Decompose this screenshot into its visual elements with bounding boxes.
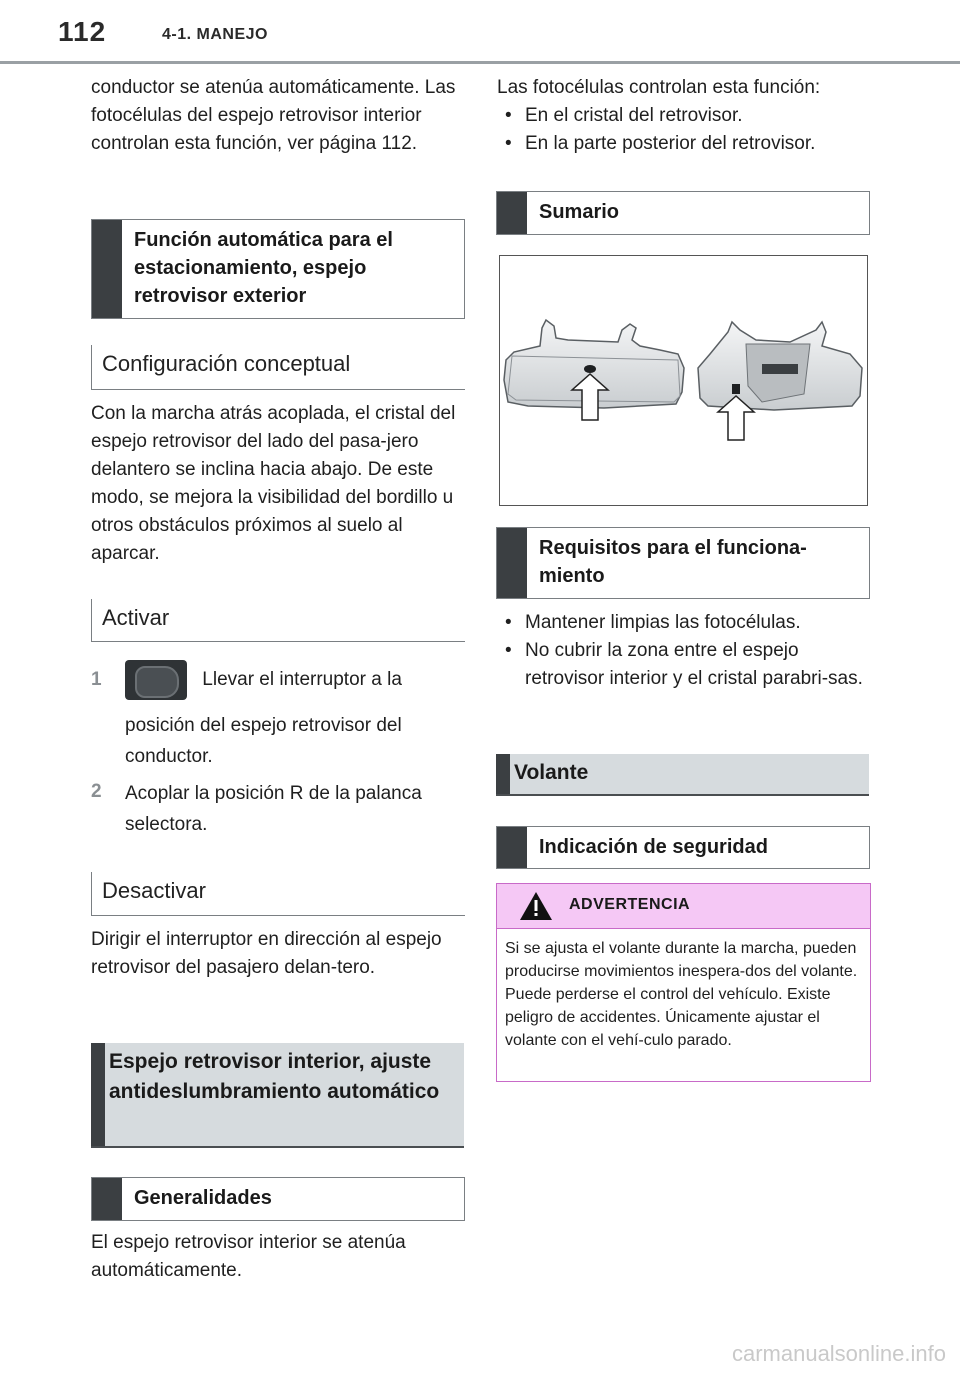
heading-safety-note <box>496 826 870 869</box>
step-text-b: posición del espejo retrovisor del conductor. <box>125 715 402 767</box>
subheading-label: Desactivar <box>102 878 206 903</box>
step-text-a: Llevar el interruptor a la <box>202 669 402 691</box>
heading-bar <box>91 1043 105 1146</box>
step-number: 2 <box>91 781 102 802</box>
concept-paragraph: Con la marcha atrás acoplada, el cristal del espejo retrovisor del lado del pasa-jero delantero se inclina hacia abajo. De este modo, se mejora la visibilidad del bordillo u otros obstáculos próximos al suelo al aparcar. <box>91 403 456 564</box>
heading-interior-mirror <box>91 1043 464 1148</box>
heading-bar <box>92 1178 122 1220</box>
heading-steering-wheel <box>496 754 869 796</box>
heading-label: Función automática para el estacionamiento, espejo retrovisor exterior <box>134 229 393 307</box>
heading-bar <box>497 528 527 598</box>
left-intro-paragraph: conductor se atenúa automáticamente. Las fotocélulas del espejo retrovisor interior controlan esta función, ver página 112. <box>91 77 456 154</box>
right-intro-paragraph: Las fotocélulas controlan esta función: <box>497 77 821 98</box>
subheading-label: Configuración conceptual <box>102 351 351 376</box>
step-2 <box>91 778 464 840</box>
warning-triangle-icon <box>519 890 553 922</box>
subheading-concept <box>91 345 465 390</box>
heading-label: Volante <box>514 761 589 784</box>
list-item: • En la parte posterior del retrovisor. <box>497 130 870 158</box>
subheading-activate <box>91 599 465 642</box>
step-number: 1 <box>91 669 102 690</box>
requirements-list <box>497 609 870 693</box>
warning-header <box>497 884 870 929</box>
page-number: 112 <box>58 16 107 47</box>
watermark: carmanualsonline.info <box>731 1341 946 1366</box>
heading-bar <box>496 754 510 794</box>
heading-bar <box>92 220 122 318</box>
warning-text: Si se ajusta el volante durante la marcha, pueden producirse movimientos inespera-dos del volante. Puede perderse el control del vehículo. Existe peligro de accidentes. Únicamente ajustar el volante con el vehí-culo parado. <box>505 940 858 1049</box>
heading-requirements <box>496 527 870 599</box>
header-rule <box>0 61 960 64</box>
subheading-deactivate <box>91 872 465 916</box>
heading-summary <box>496 191 870 235</box>
heading-bar <box>497 827 527 868</box>
heading-general <box>91 1177 465 1221</box>
heading-bar <box>497 192 527 234</box>
list-item: • En el cristal del retrovisor. <box>497 102 870 130</box>
warning-box <box>496 883 871 1082</box>
mirror-illustration <box>500 256 867 505</box>
heading-label: Espejo retrovisor interior, ajuste antideslumbramiento automático <box>109 1050 440 1103</box>
step-text: Acoplar la posición R de la palanca selectora. <box>125 783 422 835</box>
heading-parking-function <box>91 219 465 319</box>
heading-label: Requisitos para el funciona-miento <box>539 537 807 587</box>
mirror-figure <box>499 255 868 506</box>
photocell-list <box>497 102 870 158</box>
heading-label: Generalidades <box>134 1187 272 1209</box>
deactivate-paragraph: Dirigir el interruptor en dirección al espejo retrovisor del pasajero delan-tero. <box>91 929 442 978</box>
list-item: • No cubrir la zona entre el espejo retrovisor interior y el cristal parabri-sas. <box>497 637 870 693</box>
page-header <box>0 0 960 64</box>
subheading-label: Activar <box>102 605 170 630</box>
general-paragraph: El espejo retrovisor interior se atenúa automáticamente. <box>91 1232 406 1281</box>
mirror-switch-icon <box>125 660 187 700</box>
warning-title: ADVERTENCIA <box>569 896 691 913</box>
list-item: • Mantener limpias las fotocélulas. <box>497 609 870 637</box>
section-title: 4-1. MANEJO <box>162 26 268 43</box>
heading-label: Sumario <box>539 201 620 223</box>
heading-label: Indicación de seguridad <box>539 836 768 858</box>
step-1 <box>91 660 464 772</box>
